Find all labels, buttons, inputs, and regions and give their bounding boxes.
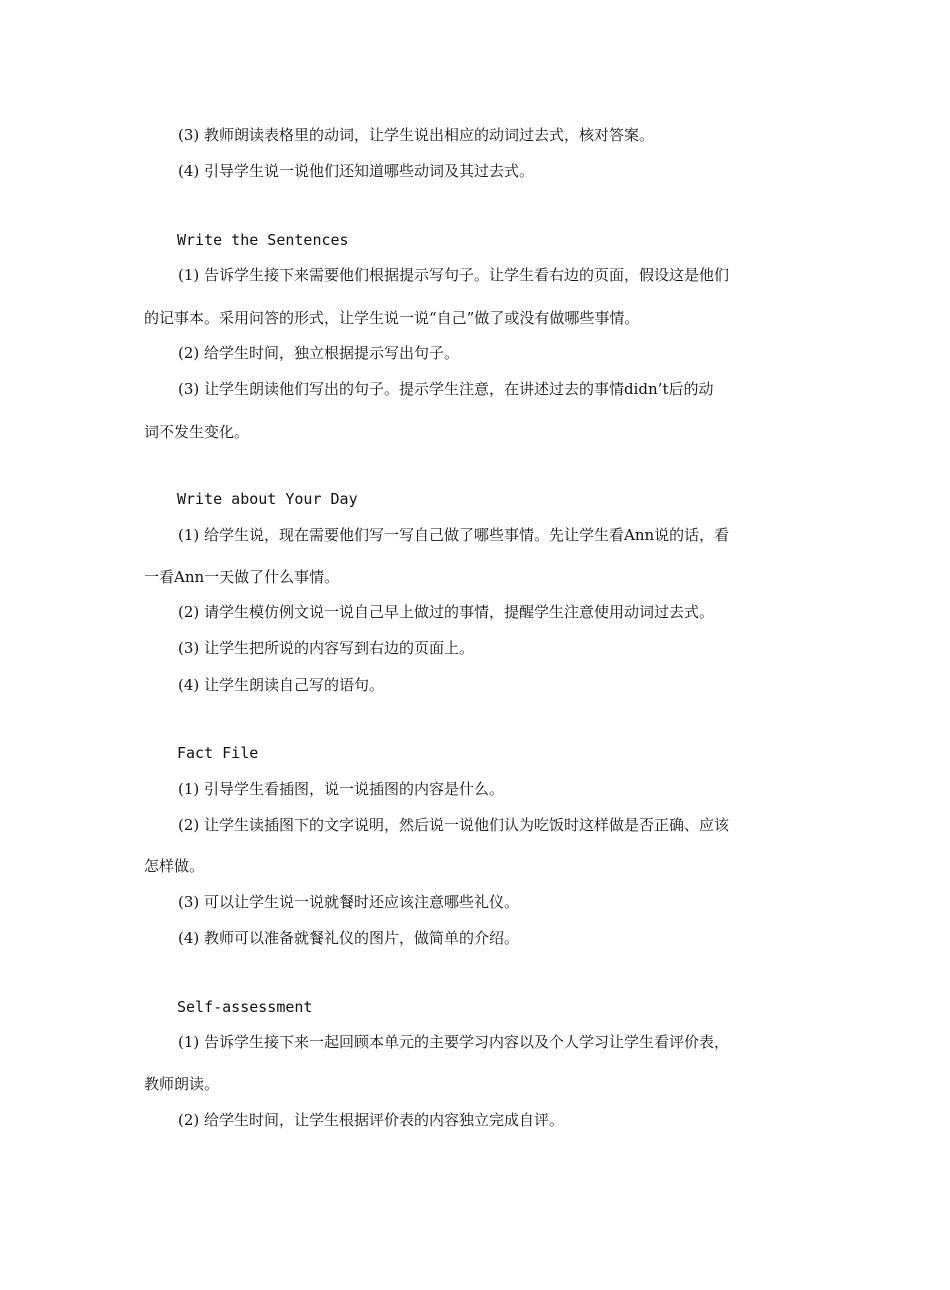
paragraph-line: (1) 给学生说，现在需要他们写一写自己做了哪些事情。先让学生看Ann说的话，看 [178, 526, 730, 544]
paragraph-line: (2) 给学生时间，让学生根据评价表的内容独立完成自评。 [178, 1111, 565, 1129]
paragraph-line: 词不发生变化。 [144, 423, 250, 441]
paragraph-line: 教师朗读。 [144, 1075, 220, 1093]
section-heading: Self-assessment [177, 998, 313, 1016]
paragraph-line: (1) 引导学生看插图，说一说插图的内容是什么。 [178, 780, 505, 798]
paragraph-line: (4) 引导学生说一说他们还知道哪些动词及其过去式。 [178, 162, 535, 180]
paragraph-line: (3) 教师朗读表格里的动词，让学生说出相应的动词过去式，核对答案。 [178, 126, 655, 144]
paragraph-line: (4) 让学生朗读自己写的语句。 [178, 676, 385, 694]
paragraph-line: 一看Ann一天做了什么事情。 [144, 568, 340, 586]
section-heading: Fact File [177, 744, 259, 762]
paragraph-line: (3) 让学生朗读他们写出的句子。提示学生注意，在讲述过去的事情didn’t后的动 [178, 380, 714, 398]
paragraph-line: (2) 让学生读插图下的文字说明，然后说一说他们认为吃饭时这样做是否正确、应该 [178, 816, 730, 834]
section-heading: Write the Sentences [177, 231, 349, 249]
paragraph-line: (1) 告诉学生接下来需要他们根据提示写句子。让学生看右边的页面，假设这是他们 [178, 266, 730, 284]
paragraph-line: (2) 给学生时间，独立根据提示写出句子。 [178, 344, 460, 362]
paragraph-line: (4) 教师可以准备就餐礼仪的图片，做简单的介绍。 [178, 929, 520, 947]
paragraph-line: (1) 告诉学生接下来一起回顾本单元的主要学习内容以及个人学习让学生看评价表， [178, 1033, 730, 1051]
paragraph-line: (2) 请学生模仿例文说一说自己早上做过的事情，提醒学生注意使用动词过去式。 [178, 603, 715, 621]
paragraph-line: (3) 让学生把所说的内容写到右边的页面上。 [178, 639, 475, 657]
paragraph-line: 的记事本。采用问答的形式，让学生说一说“自己”做了或没有做哪些事情。 [144, 309, 640, 327]
section-heading: Write about Your Day [177, 490, 358, 508]
paragraph-line: 怎样做。 [144, 857, 205, 875]
paragraph-line: (3) 可以让学生说一说就餐时还应该注意哪些礼仪。 [178, 893, 520, 911]
